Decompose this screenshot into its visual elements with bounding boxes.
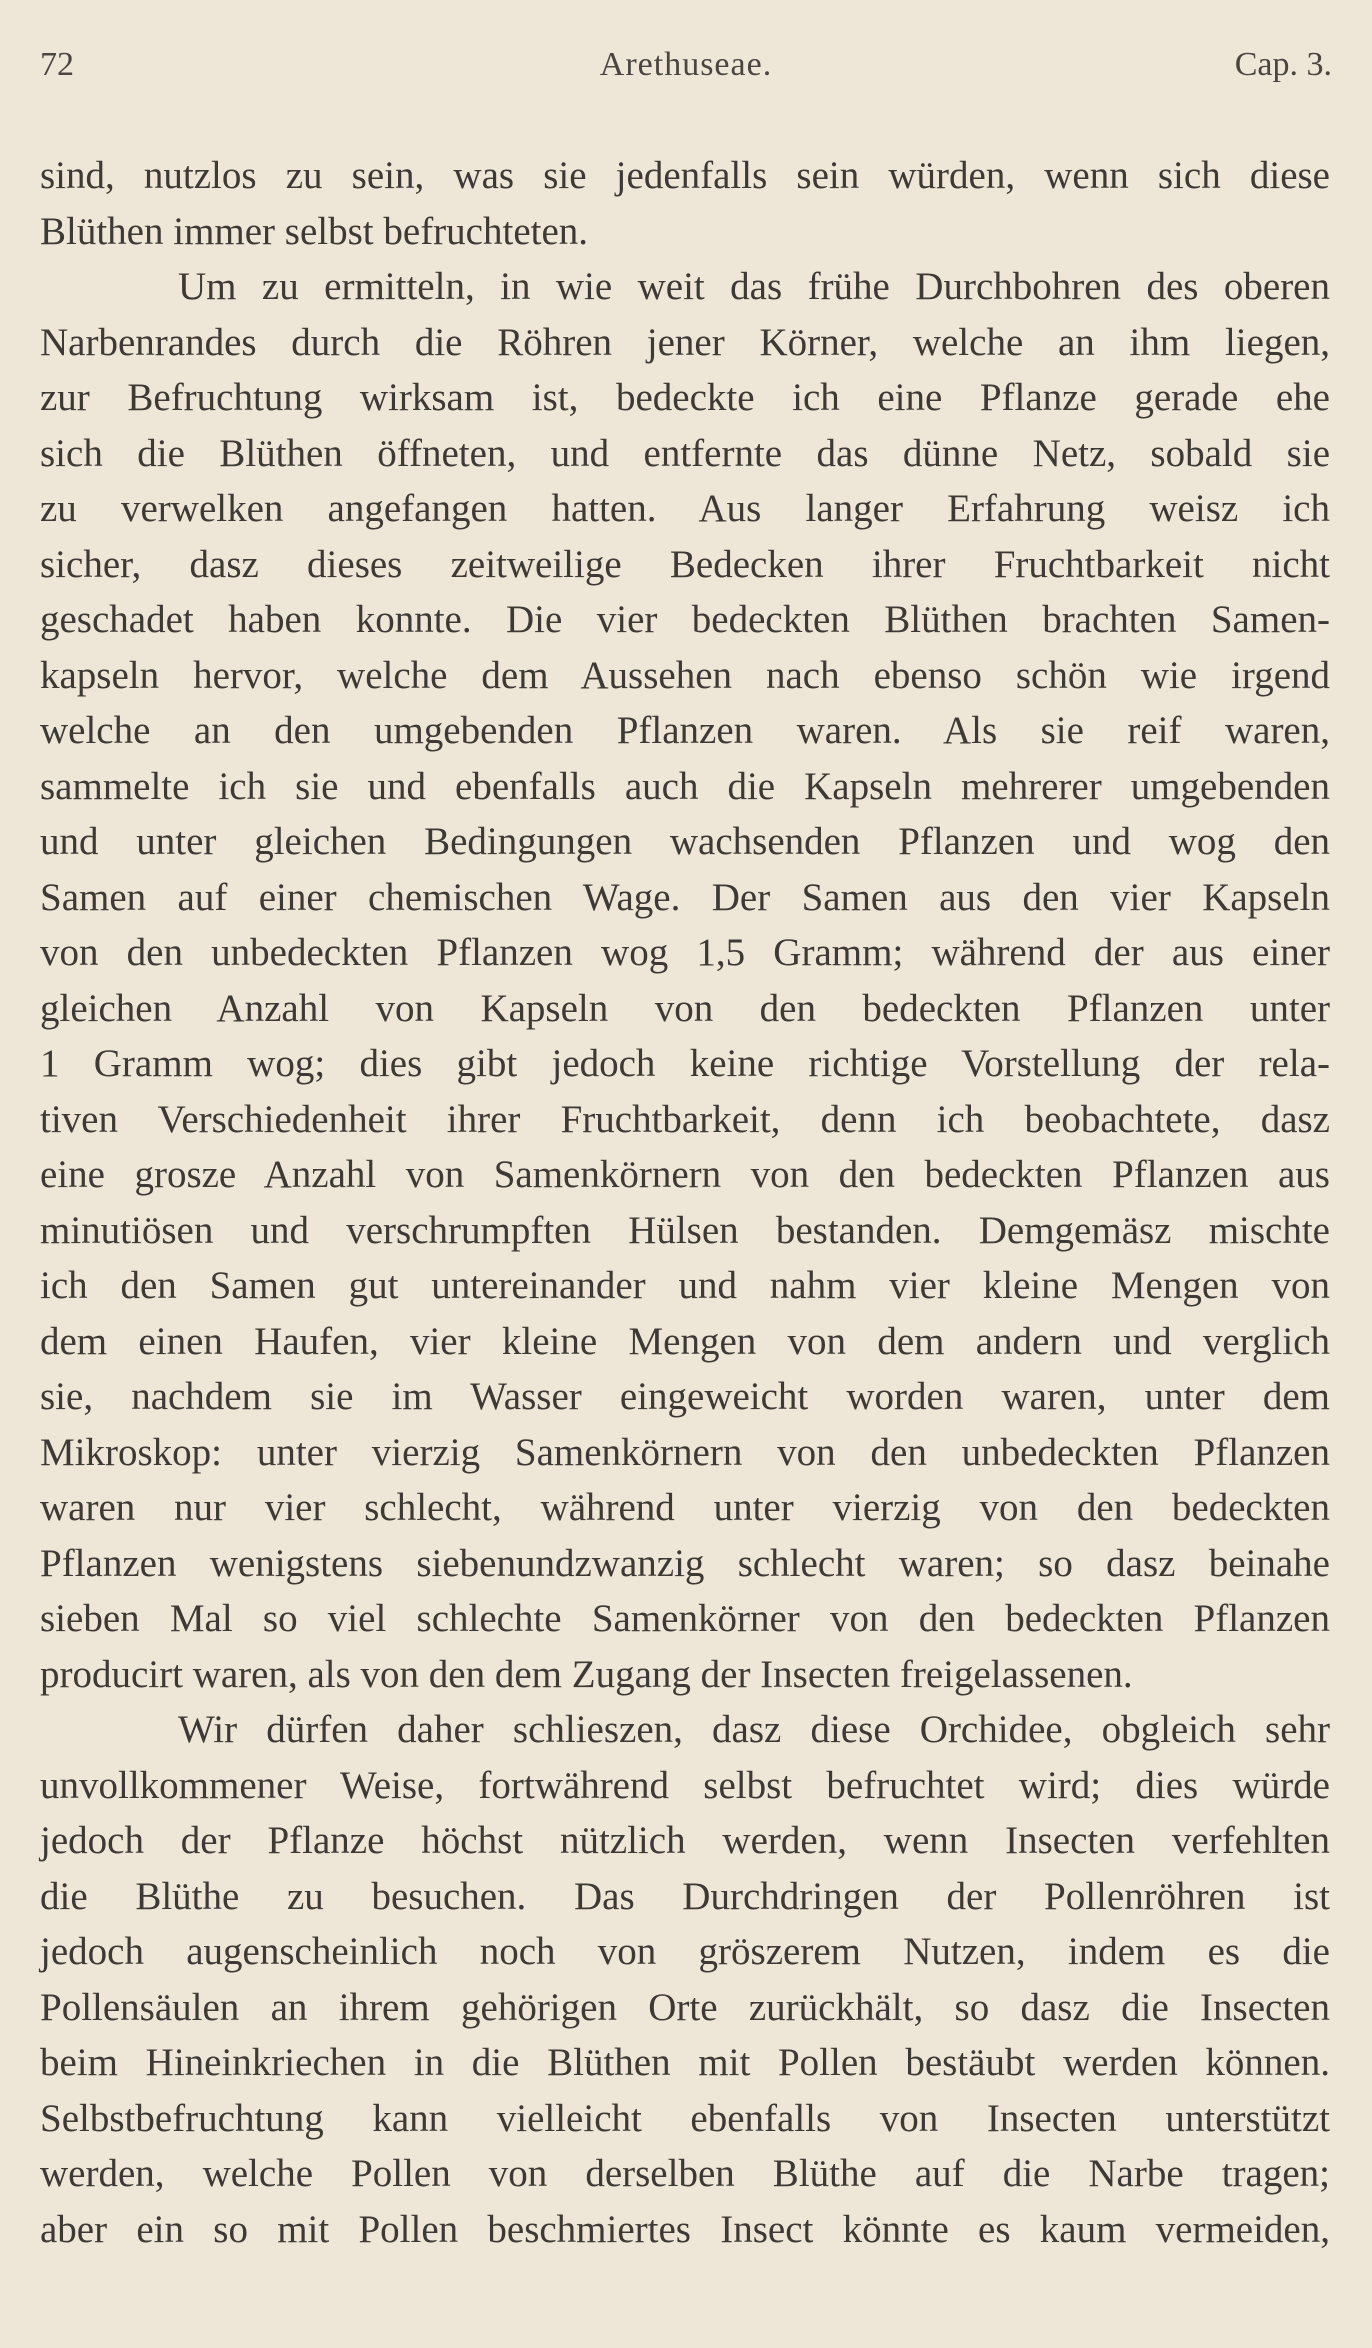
body-text: [40, 148, 1330, 2257]
text-line: jedoch der Pflanze höchst nützlich werden, wenn Insecten verfehlten: [40, 1819, 1330, 1862]
text-line: und unter gleichen Bedingungen wachsenden Pflanzen und wog den: [40, 820, 1330, 863]
text-line: gleichen Anzahl von Kapseln von den bedeckten Pflanzen unter: [40, 986, 1330, 1030]
text-line: Wir dürfen daher schlieszen, dasz diese Orchidee, obgleich sehr: [178, 1708, 1330, 1751]
text-line: Blüthen immer selbst befruchteten.: [40, 209, 589, 253]
text-line: sicher, dasz dieses zeitweilige Bedecken ihrer Fruchtbarkeit nicht: [40, 542, 1330, 586]
text-line: Selbstbefruchtung kann vielleicht ebenfalls von Insecten unterstützt: [40, 2096, 1330, 2140]
text-line: 1 Gramm wog; dies gibt jedoch keine richtige Vorstellung der rela-: [40, 1042, 1330, 1085]
text-line: Pflanzen wenigstens siebenundzwanzig schlecht waren; so dasz beinahe: [40, 1541, 1330, 1585]
text-line: waren nur vier schlecht, während unter vierzig von den bedeckten: [40, 1486, 1330, 1529]
text-line: zur Befruchtung wirksam ist, bedeckte ich eine Pflanze gerade ehe: [40, 376, 1330, 419]
text-line: sammelte ich sie und ebenfalls auch die Kapseln mehrerer umgebenden: [40, 764, 1330, 808]
text-line: Samen auf einer chemischen Wage. Der Samen aus den vier Kapseln: [40, 875, 1330, 919]
text-line: beim Hineinkriechen in die Blüthen mit Pollen bestäubt werden können.: [40, 2041, 1330, 2084]
text-line: geschadet haben konnte. Die vier bedeckten Blüthen brachten Samen-: [40, 598, 1330, 641]
text-line: tiven Verschiedenheit ihrer Fruchtbarkeit, denn ich beobachtete, dasz: [40, 1097, 1330, 1141]
text-line: Pollensäulen an ihrem gehörigen Orte zurückhält, so dasz die Insecten: [40, 1985, 1330, 2029]
text-line: producirt waren, als von den dem Zugang der Insecten freigelassenen.: [40, 1652, 1133, 1696]
chapter-label: Cap. 3.: [1234, 46, 1332, 83]
text-line: Um zu ermitteln, in wie weit das frühe Durchbohren des oberen: [178, 265, 1330, 308]
text-line: von den unbedeckten Pflanzen wog 1,5 Gramm; während der aus einer: [40, 931, 1330, 974]
text-line: eine grosze Anzahl von Samenkörnern von den bedeckten Pflanzen aus: [40, 1153, 1330, 1196]
text-line: sie, nachdem sie im Wasser eingeweicht worden waren, unter dem: [40, 1375, 1330, 1418]
text-line: welche an den umgebenden Pflanzen waren. Als sie reif waren,: [40, 709, 1330, 752]
text-line: sind, nutzlos zu sein, was sie jedenfalls sein würden, wenn sich diese: [40, 154, 1330, 197]
text-line: die Blüthe zu besuchen. Das Durchdringen der Pollenröhren ist: [40, 1874, 1330, 1918]
text-line: minutiösen und verschrumpften Hülsen bestanden. Demgemäsz mischte: [40, 1208, 1330, 1252]
text-line: Mikroskop: unter vierzig Samenkörnern von den unbedeckten Pflanzen: [40, 1430, 1330, 1474]
text-line: zu verwelken angefangen hatten. Aus langer Erfahrung weisz ich: [40, 487, 1330, 530]
text-line: Narbenrandes durch die Röhren jener Körner, welche an ihm liegen,: [40, 320, 1330, 364]
running-title: Arethuseae.: [599, 46, 773, 83]
text-line: aber ein so mit Pollen beschmiertes Insect könnte es kaum vermeiden,: [40, 2207, 1330, 2251]
text-line: sich die Blüthen öffneten, und entfernte das dünne Netz, sobald sie: [40, 431, 1330, 475]
text-line: ich den Samen gut untereinander und nahm vier kleine Mengen von: [40, 1264, 1330, 1307]
page-number: 72: [40, 46, 74, 83]
running-header: [40, 46, 1332, 96]
text-line: kapseln hervor, welche dem Aussehen nach ebenso schön wie irgend: [40, 653, 1330, 697]
text-line: werden, welche Pollen von derselben Blüthe auf die Narbe tragen;: [40, 2152, 1330, 2195]
text-line: jedoch augenscheinlich noch von gröszerem Nutzen, indem es die: [40, 1930, 1330, 1973]
text-line: dem einen Haufen, vier kleine Mengen von dem andern und verglich: [40, 1319, 1330, 1363]
text-line: sieben Mal so viel schlechte Samenkörner von den bedeckten Pflanzen: [40, 1597, 1330, 1640]
text-line: unvollkommener Weise, fortwährend selbst befruchtet wird; dies würde: [40, 1763, 1330, 1807]
